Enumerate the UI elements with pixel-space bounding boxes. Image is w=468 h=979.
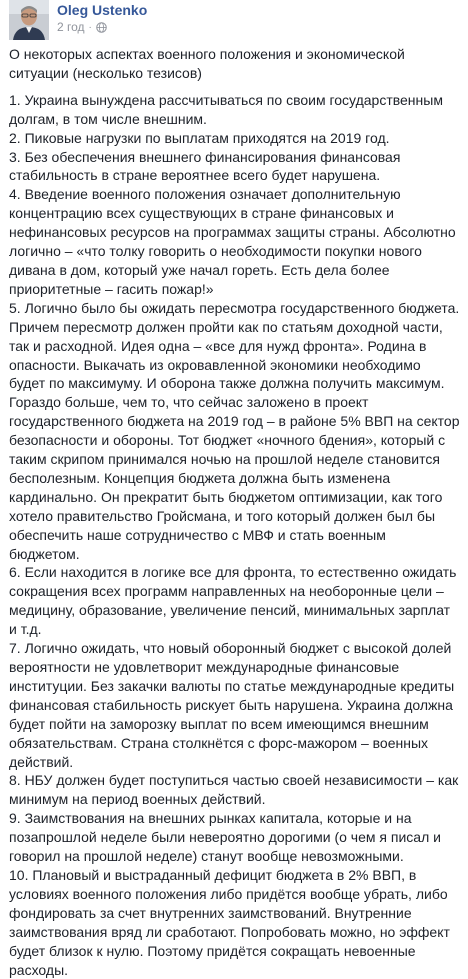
- post-point: 5. Логично было бы ожидать пересмотра государственного бюджета. Причем пересмотр должен пройти как по статьям доходной части, так и расходной. Идея одна – «все для нужд фронта». Родина в опасности. Выкачать из окровавленной экономики необходимо будет по максимуму. И оборона также должна получить максимум. Гораздо больше, чем то, что сейчас заложено в проект государственного бюджета на 2019 год – в районе 5% ВВП на сектор безопасности и обороны. Тот бюджет «ночного бдения», который с таким скрипом принимался ночью на прошлой неделе становится бесполезным. Концепция бюджета должна быть изменена кардинально. Он прекратит быть бюджетом оптимизации, как того хотело правительство Гройсмана, и того который должен был бы обеспечить наше сотрудничество с МВФ и стать военным бюджетом.: [9, 299, 460, 562]
- post-point: 9. Заимствования на внешних рынках капитала, которые и на позапрошлой неделе были невероятно дорогими (о чем я писал и говорил на прошлой неделе) станут вообще невозможными.: [9, 810, 441, 865]
- post-point: 3. Без обеспечения внешнего финансирования финансовая стабильность в стране вероятнее всего будет нарушена.: [9, 148, 401, 184]
- author-avatar[interactable]: [9, 0, 49, 40]
- post-point: 1. Украина вынуждена рассчитываться по своим государственным долгам, в том числе внешним.: [9, 91, 443, 127]
- meta-separator: ·: [88, 21, 92, 33]
- post-meta: [57, 20, 107, 34]
- post-point: 8. НБУ должен будет поступиться частью своей независимости – как минимум на период военных действий.: [9, 772, 459, 808]
- post-point: 4. Введение военного положения означает дополнительную концентрацию всех существующих в стране финансовых и нефинансовых ресурсов на программах защиты страны. Абсолютно логично – «что толку говорить о необходимости покупки нового дивана в дом, который уже начал гореть. Есть дела более приоритетные – гасить пожар!»: [9, 186, 456, 297]
- post-body: [9, 45, 460, 979]
- globe-icon[interactable]: [96, 22, 107, 33]
- post-point: 7. Логично ожидать, что новый оборонный бюджет с высокой долей вероятности не удовлетворит международные финансовые институции. Без закачки валюты по статье международные кредиты финансовая стабильность рискует быть нарушена. Украина должна будет пойти на заморозку выплат по всем имеющимся внешним обязательствам. Страна столкнётся с форс-мажором – военных действий.: [9, 640, 455, 770]
- post-point: 6. Если находится в логике все для фронта, то естественно ожидать сокращения всех программ направленных на необоронные цели – медицину, образование, увеличение пенсий, минимальных зарплат и т.д.: [9, 564, 457, 638]
- post-point: 2. Пиковые нагрузки по выплатам приходятся на 2019 год.: [9, 129, 390, 146]
- post-intro: О некоторых аспектах военного положения и экономической ситуации (несколько тезисов): [9, 46, 405, 81]
- author-name[interactable]: Oleg Ustenko: [57, 2, 148, 18]
- post-header: [0, 0, 468, 40]
- post-timestamp[interactable]: 2 год: [57, 20, 85, 34]
- avatar-photo-icon: [9, 0, 49, 40]
- post-point: 10. Плановый и выстраданный дефицит бюджета в 2% ВВП, в условиях военного положения либо придётся вообще убрать, либо фондировать за счет внутренних заимствований. Внутренние заимствования вряд ли сработают. Попробовать можно, но эффект будет близок к нулю. Поэтому придётся сокращать невоенные расходы.: [9, 866, 450, 978]
